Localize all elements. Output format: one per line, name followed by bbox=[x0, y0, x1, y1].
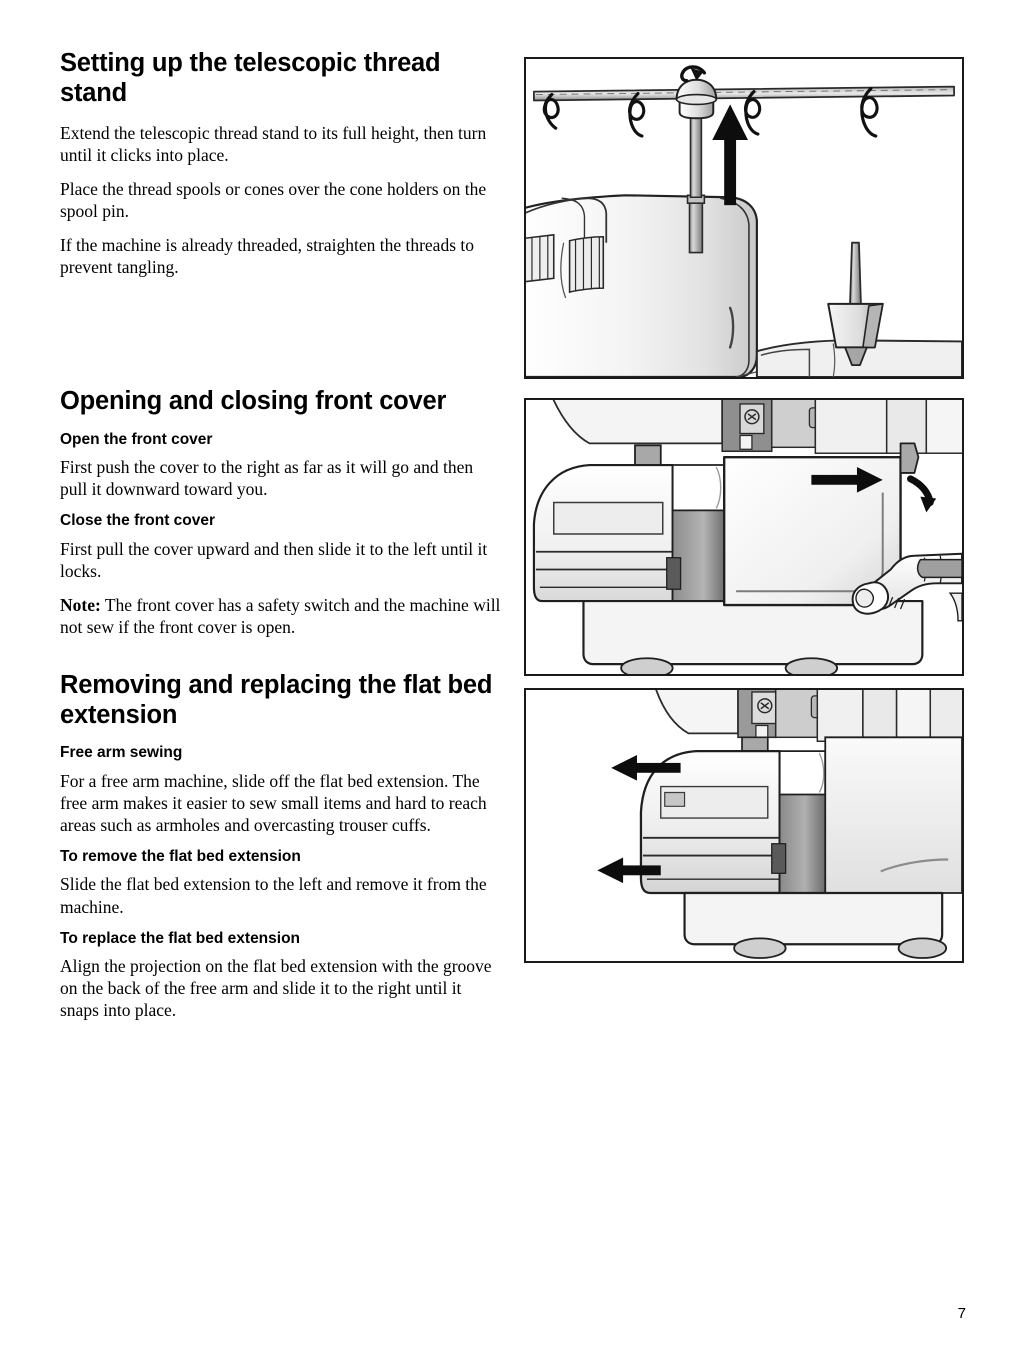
paragraph-place-spools: Place the thread spools or cones over the cone holders on the spool pin. bbox=[60, 179, 487, 222]
section-telescopic-thread-stand bbox=[60, 48, 503, 278]
machine-foot-right bbox=[899, 938, 947, 958]
flat-bed-illustration bbox=[526, 690, 962, 961]
thread-stand-illustration bbox=[526, 59, 962, 377]
paragraph-open-front-cover: First push the cover to the right as far as it will go and then pull it downward toward you. bbox=[60, 457, 474, 500]
paragraph-note-safety-switch bbox=[60, 594, 503, 638]
section-gap-one bbox=[60, 290, 503, 386]
figure-opening-front-cover bbox=[524, 398, 964, 676]
cover-upper-cylinder bbox=[673, 465, 725, 510]
section-gap-two bbox=[60, 650, 503, 670]
machine-foot-left bbox=[621, 658, 673, 674]
note-label: Note: bbox=[60, 594, 101, 615]
paragraph-extend-stand: Extend the telescopic thread stand to its full height, then turn until it clicks into place. bbox=[60, 123, 487, 166]
section-opening-closing-front-cover bbox=[60, 386, 503, 638]
front-cover-illustration bbox=[526, 400, 962, 674]
page-title-front-cover: Opening and closing front cover bbox=[60, 387, 447, 416]
paragraph-close-front-cover: First pull the cover upward and then slide it to the left until it locks. bbox=[60, 538, 488, 581]
machine-foot-right bbox=[786, 658, 838, 674]
text-column bbox=[60, 48, 503, 1033]
paragraph-replace-flat-bed: Align the projection on the flat bed extension with the groove on the back of the free arm and slide it to the right until it snaps into place. bbox=[60, 956, 492, 1021]
cover-hinge-tab bbox=[901, 443, 919, 473]
page-number: 7 bbox=[957, 1305, 966, 1322]
machine-rear-body bbox=[825, 737, 962, 893]
thread-stand-cap bbox=[677, 80, 717, 119]
subheading-replace-flat-bed: To replace the flat bed extension bbox=[60, 929, 301, 947]
paragraph-remove-flat-bed: Slide the flat bed extension to the left and remove it from the machine. bbox=[60, 874, 487, 917]
subheading-open-front-cover: Open the front cover bbox=[60, 430, 213, 448]
free-arm-body bbox=[534, 465, 673, 601]
machine-interior bbox=[667, 508, 724, 601]
subheading-close-front-cover: Close the front cover bbox=[60, 512, 216, 530]
tension-dial-left bbox=[526, 235, 554, 282]
note-text: The front cover has a safety switch and the machine will not sew if the front cover is open. bbox=[60, 594, 501, 637]
page-title-telescopic-thread-stand: Setting up the telescopic thread stand bbox=[60, 49, 441, 108]
telescopic-pole bbox=[688, 97, 705, 253]
figure-telescopic-thread-stand bbox=[524, 57, 964, 379]
machine-interior bbox=[772, 792, 826, 893]
page-title-flat-bed-extension: Removing and replacing the flat bed extension bbox=[60, 670, 493, 730]
paragraph-straighten-threads: If the machine is already threaded, straighten the threads to prevent tangling. bbox=[60, 235, 475, 278]
subheading-free-arm-sewing: Free arm sewing bbox=[60, 744, 183, 762]
cover-upper-cylinder bbox=[780, 751, 826, 794]
serger-body bbox=[526, 195, 780, 377]
subheading-remove-flat-bed: To remove the flat bed extension bbox=[60, 847, 301, 865]
section-flat-bed-extension bbox=[60, 670, 503, 1021]
machine-head bbox=[655, 690, 962, 741]
paragraph-free-arm-sewing: For a free arm machine, slide off the flat bed extension. The free arm makes it easier to sew small items and hard to reach areas such as armholes and overcasting trouser cuffs. bbox=[60, 770, 487, 835]
machine-foot-left bbox=[734, 938, 786, 958]
figure-flat-bed-extension bbox=[524, 688, 964, 963]
